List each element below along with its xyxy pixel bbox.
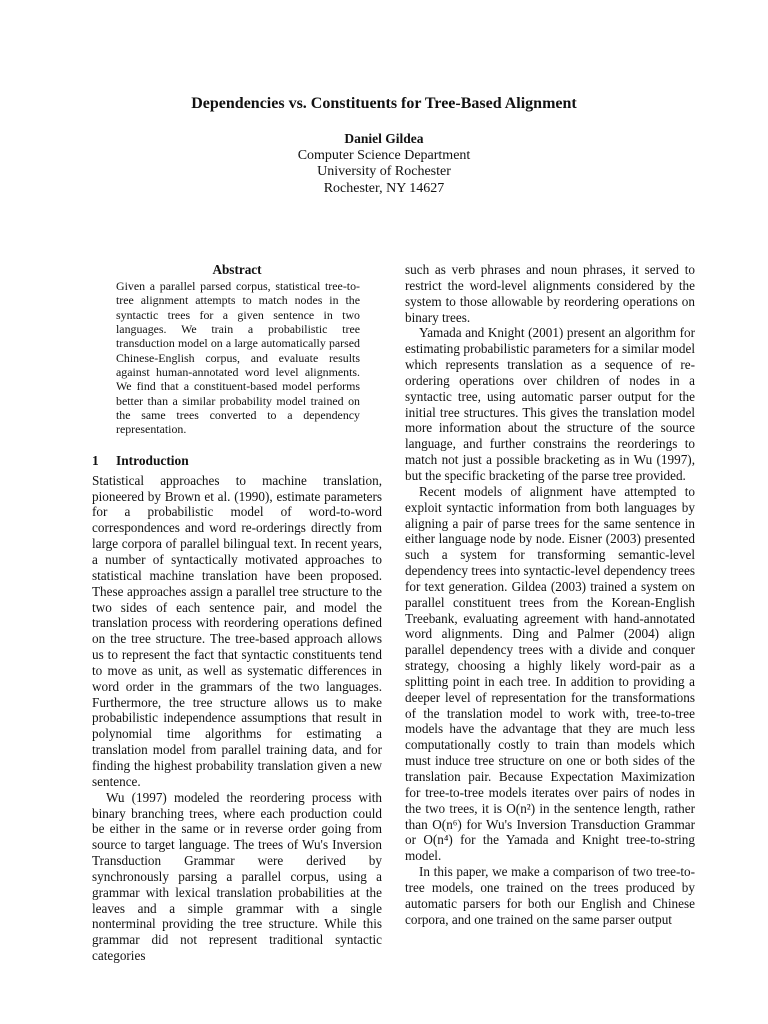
abstract-heading: Abstract — [212, 262, 262, 277]
paragraph: Statistical approaches to machine translation, pioneered by Brown et al. (1990), estimate parameters for a probabilistic model of word-to-word correspondences and word re-orderings directly from large corpora of parallel bilingual text. In recent years, a number of syntactically motivated approaches to statistical machine translation have been proposed. These approaches assign a parallel tree structure to the two sides of each sentence pair, and model the translation process with reordering operations defined on the tree structure. The tree-based approach allows us to represent the fact that syntactic constituents tend to move as unit, as well as systematic differences in word order in the grammars of the two languages. Furthermore, the tree structure allows us to make probabilistic independence assumptions that result in polynomial time algorithms for estimating a translation model from parallel training data, and for finding the highest probability translation given a new sentence. — [92, 472, 382, 789]
author-block — [0, 131, 768, 197]
section-title: Introduction — [116, 452, 189, 468]
section-number: 1 — [92, 452, 99, 468]
abstract-text: Given a parallel parsed corpus, statistical tree-to-tree alignment attempts to match nodes in the syntactic trees for a given sentence in two languages. We train a probabilistic tree transduction model on a large automatically parsed Chinese-English corpus, and evaluate results against human-annotated word level alignments. We find that a constituent-based model performs better than a similar probability model trained on the same trees converted to a dependency representation. — [116, 279, 360, 437]
paragraph: Wu (1997) modeled the reordering process with binary branching trees, where each production could be either in the same or in reverse order going from source to target language. The trees of Wu's Inversion Transduction Grammar were derived by synchronously parsing a parallel corpus, using a grammar with lexical translation probabilities at the leaves and a simple grammar with a single nonterminal providing the tree structure. While this grammar did not represent traditional syntactic categories — [92, 789, 382, 964]
paragraph: such as verb phrases and noun phrases, it served to restrict the word-level alignments considered by the system to those allowable by reordering operations on binary trees. — [405, 262, 695, 325]
paragraph: Recent models of alignment have attempted to exploit syntactic information from both languages by aligning a pair of parse trees for the same sentence in either language node by node. Eisner (2003) presented such a system for transforming semantic-level dependency trees into syntactic-level dependency trees for text generation. Gildea (2003) trained a system on parallel constituent trees from the Korean-English Treebank, evaluating agreement with hand-annotated word alignments. Ding and Palmer (2004) align parallel dependency trees with a divide and conquer strategy, choosing a highly likely word-pair as a splitting point in each tree. In addition to providing a deeper level of representation for the transformations of the translation model to work with, tree-to-tree models have the advantage that they are much less computationally costly to train than models which must induce tree structure on one or both sides of the translation pair. Because Expectation Maximization for tree-to-tree models iterates over pairs of nodes in the two trees, it is O(n²) in the sentence length, rather than O(n⁶) for Wu's Inversion Transduction Grammar or O(n⁴) for the Yamada and Knight tree-to-string model. — [405, 483, 695, 864]
author-name: Daniel Gildea — [344, 131, 424, 146]
section-heading — [92, 452, 382, 469]
paragraph: In this paper, we make a comparison of two tree-to-tree models, one trained on the trees produced by automatic parsers for both our English and Chinese corpora, and one trained on the same parser output — [405, 864, 695, 927]
left-column — [92, 262, 382, 964]
paper-title: Dependencies vs. Constituents for Tree-Based Alignment — [191, 95, 577, 112]
author-institution: University of Rochester — [317, 164, 451, 179]
author-location: Rochester, NY 14627 — [323, 180, 445, 196]
right-column — [405, 262, 695, 927]
paragraph: Yamada and Knight (2001) present an algorithm for estimating probabilistic parameters for a similar model which represents translation as a sequence of re-ordering operations over children of nodes in a syntactic tree, using automatic parser output for the initial tree structures. This gives the translation model more information about the structure of the source language, and further constrains the reorderings to match not just a possible bracketing as in Wu (1997), but the specific bracketing of the parse tree provided. — [405, 325, 695, 483]
author-department: Computer Science Department — [297, 147, 471, 163]
